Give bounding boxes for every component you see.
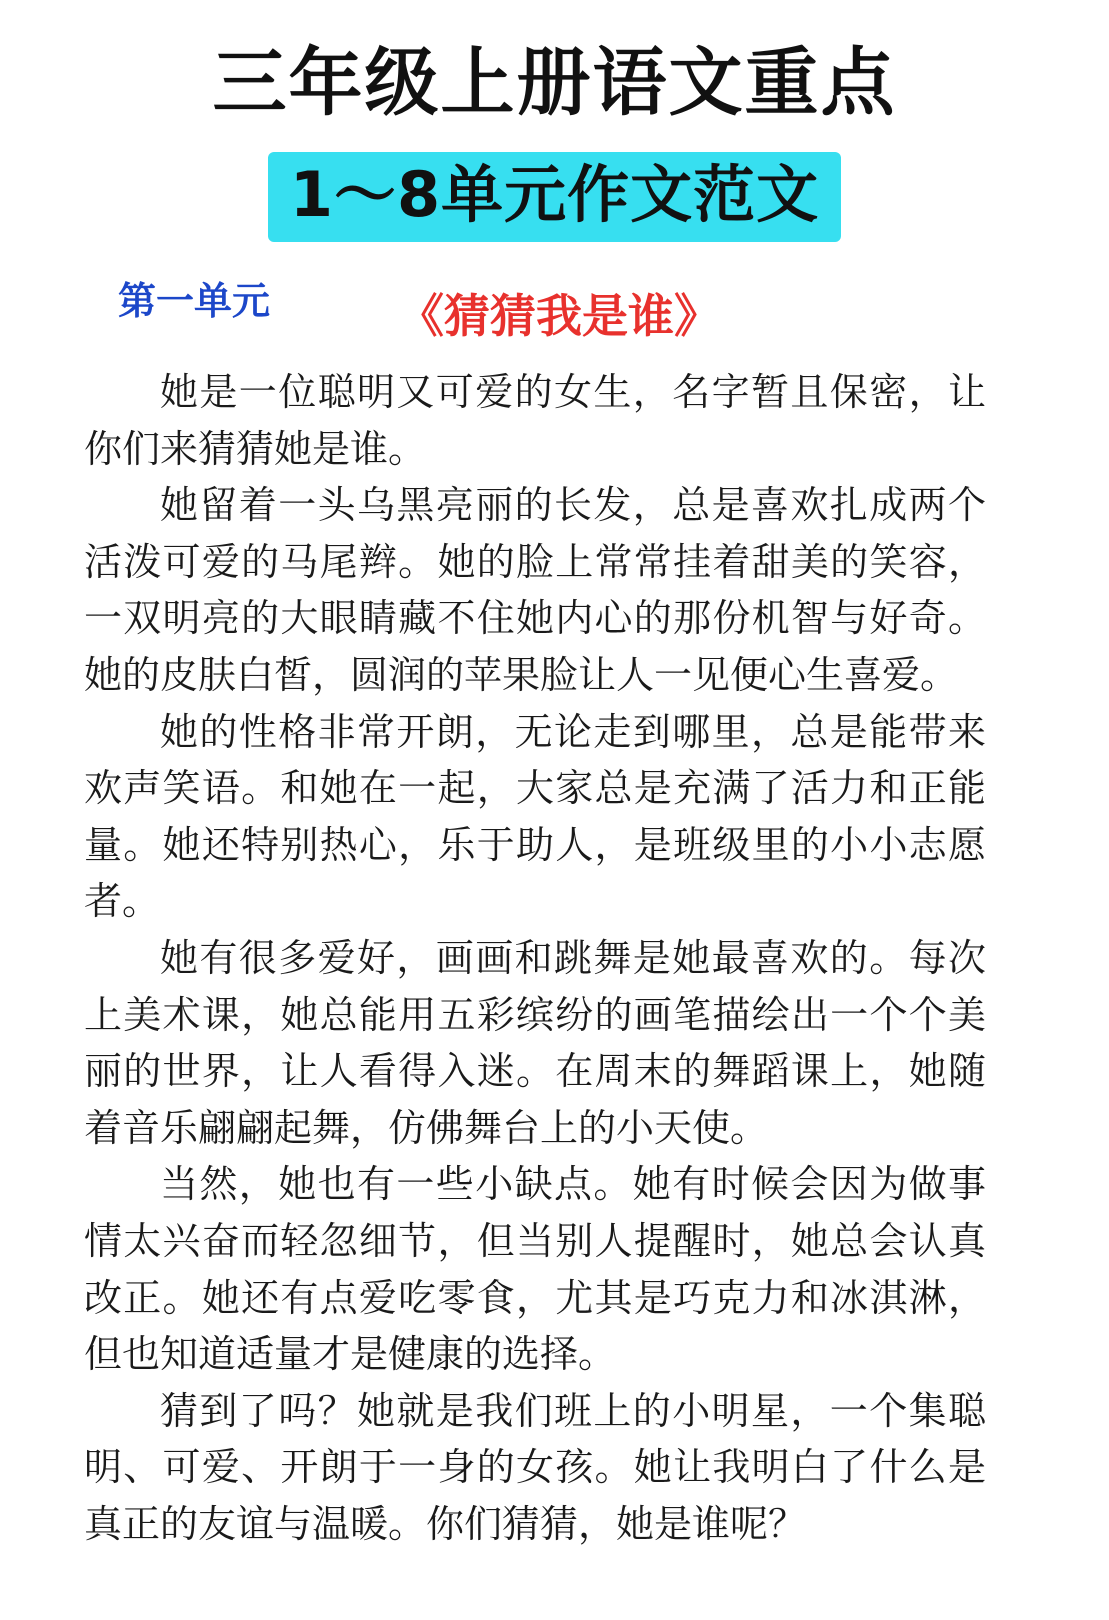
subtitle-banner [0,152,1109,242]
essay-paragraph: 她是一位聪明又可爱的女生，名字暂且保密，让你们来猜猜她是谁。 [84,370,986,471]
essay-title: 《猜猜我是谁》 [398,289,720,343]
page-subtitle: 1～8单元作文范文 [268,152,841,242]
essay-paragraph: 猜到了吗？她就是我们班上的小明星，一个集聪明、可爱、开朗于一身的女孩。她让我明白了什么是真正的友谊与温暖。你们猜猜，她是谁呢？ [84,1388,986,1546]
essay-body [84,364,986,1552]
essay-paragraph: 她的性格非常开朗，无论走到哪里，总是能带来欢声笑语。和她在一起，大家总是充满了活力和正能量。她还特别热心，乐于助人，是班级里的小小志愿者。 [84,709,986,924]
unit-label: 第一单元 [118,279,271,323]
essay-paragraph: 当然，她也有一些小缺点。她有时候会因为做事情太兴奋而轻忽细节，但当别人提醒时，她总会认真改正。她还有点爱吃零食，尤其是巧克力和冰淇淋，但也知道适量才是健康的选择。 [84,1162,986,1377]
essay-paragraph: 她留着一头乌黑亮丽的长发，总是喜欢扎成两个活泼可爱的马尾辫。她的脸上常常挂着甜美的笑容，一双明亮的大眼睛藏不住她内心的那份机智与好奇。她的皮肤白皙，圆润的苹果脸让人一见便心生喜爱。 [84,483,986,697]
essay-paragraph: 她有很多爱好，画画和跳舞是她最喜欢的。每次上美术课，她总能用五彩缤纷的画笔描绘出一个个美丽的世界，让人看得入迷。在周末的舞蹈课上，她随着音乐翩翩起舞，仿佛舞台上的小天使。 [84,935,986,1150]
page-title: 三年级上册语文重点 [212,40,897,126]
